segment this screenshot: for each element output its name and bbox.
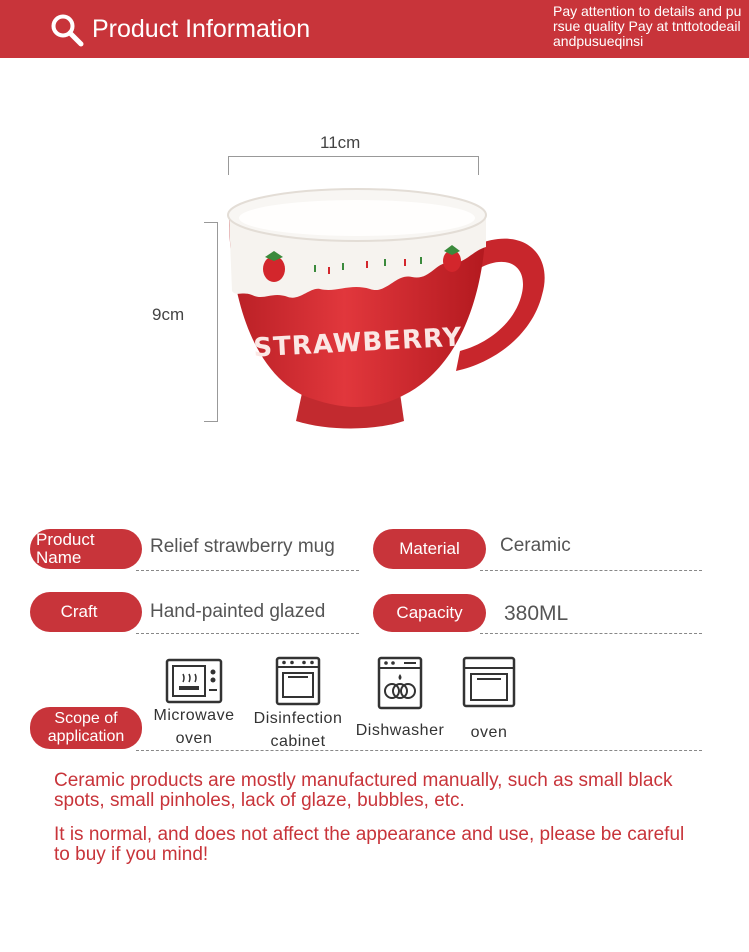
notice-normal: It is normal, and does not affect the appearance and use, please be careful to buy if you mind! [54,824,685,865]
app-disinfection-cabinet [246,655,350,753]
scope-label: Scope of application [30,707,142,749]
header-note: Pay attention to details and pursue quality Pay at tnttotodeailandpusueqinsi [553,3,742,49]
material-label: Material [373,529,486,569]
microwave-icon [165,658,223,704]
app-disinfection-line1: Disinfection [253,710,343,727]
header-title: Product Information [92,15,311,43]
app-microwave [146,658,242,750]
height-dimension-label: 9cm [152,305,185,324]
width-dimension-line [228,156,479,175]
craft-underline [136,633,359,634]
app-oven [450,655,528,744]
product-name-value: Relief strawberry mug [150,536,335,557]
app-microwave-line1: Microwave [153,707,235,724]
app-dishwasher [350,655,450,742]
app-dishwasher-line1: Dishwasher [355,722,445,739]
width-dimension-label: 11cm [320,133,361,152]
app-microwave-line2: oven [175,730,213,747]
mug-text: STRAWBERRY [252,322,464,364]
scope-underline [136,750,702,751]
oven-icon [461,655,517,709]
search-icon [50,13,84,47]
notice-manufacturing: Ceramic products are mostly manufactured manually, such as small black spots, small pinholes, lack of glaze, bubbles, etc. [54,770,673,811]
header-bar [0,0,749,58]
app-disinfection-line2: cabinet [270,733,326,750]
height-dimension-line [204,222,218,422]
capacity-label: Capacity [373,594,486,632]
disinfection-cabinet-icon [274,655,322,707]
capacity-underline [480,633,702,634]
product-name-underline [136,570,359,571]
material-value: Ceramic [500,535,571,556]
app-oven-line1: oven [470,724,508,741]
mug-image [224,185,554,440]
product-name-label: Product Name [30,529,142,569]
craft-value: Hand-painted glazed [150,601,326,622]
material-underline [480,570,702,571]
craft-label: Craft [30,592,142,632]
dishwasher-icon [376,655,424,711]
capacity-value: 380ML [504,602,569,625]
